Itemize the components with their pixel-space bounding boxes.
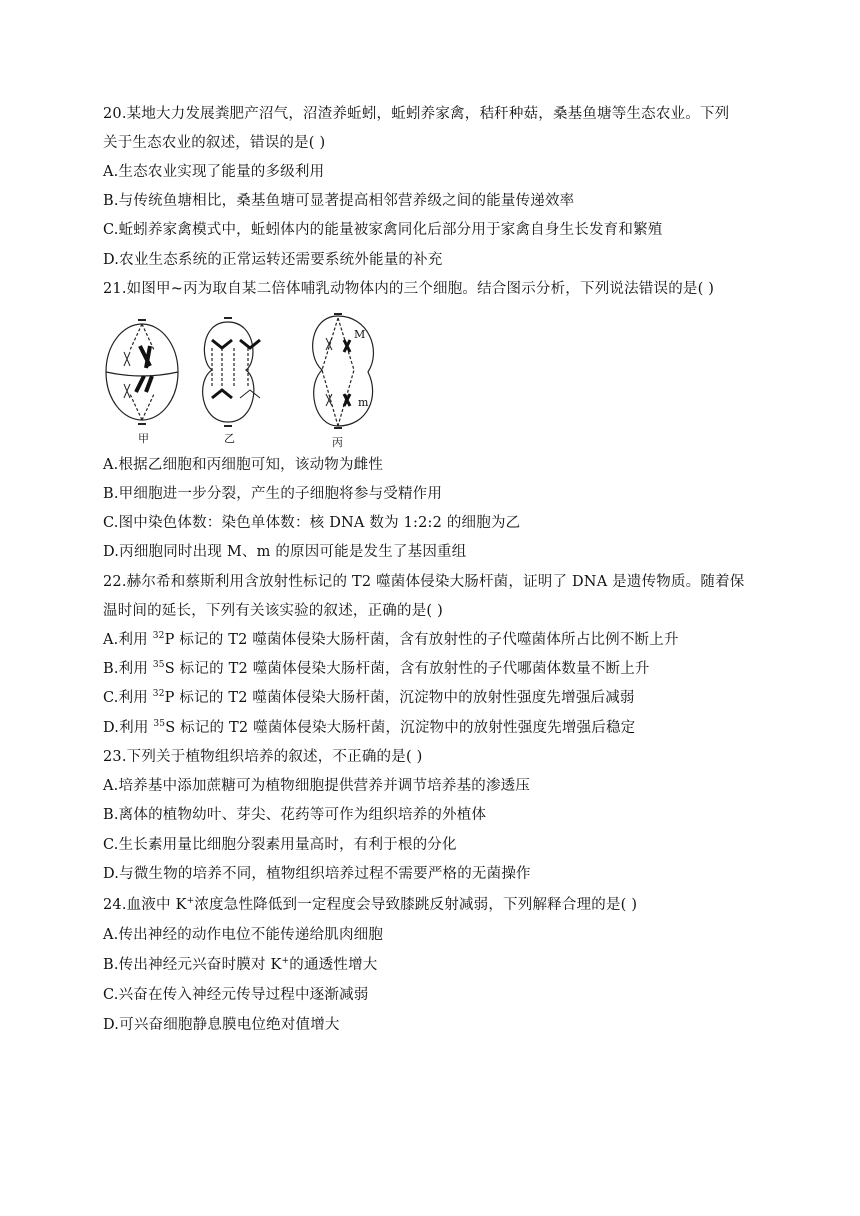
cell-division-figure [100,310,420,450]
cell-yi [203,318,260,426]
q24-option-b [103,955,377,975]
q20-option-b: B.与传统鱼塘相比，桑基鱼塘可显著提高相邻营养级之间的能量传递效率 [103,193,575,209]
q22-option-d-post: S 标记的 T2 噬菌体侵染大肠杆菌，沉淀物中的放射性强度先增强后稳定 [165,720,636,736]
cell-jia [106,320,178,424]
q22-option-d-pre: D.利用 [103,720,154,736]
q23-option-b: B.离体的植物幼叶、芽尖、花药等可作为组织培养的外植体 [103,807,487,823]
label-yi: 乙 [224,432,235,445]
q22-option-a [103,630,679,650]
q22-option-b-post: S 标记的 T2 噬菌体侵染大肠杆菌，含有放射性的子代哪菌体数量不断上升 [164,661,650,677]
label-jia: 甲 [138,432,149,445]
q24-option-b-post: 的通透性增大 [289,957,378,973]
q22-option-c-pre: C.利用 [103,690,153,706]
q20-option-a: A.生态农业实现了能量的多级利用 [103,164,325,180]
gene-M-label: M [354,328,366,341]
q24-option-b-pre: B.传出神经元兴奋时膜对 K [103,957,282,973]
q21-stem: 21.如图甲~丙为取自某二倍体哺乳动物体内的三个细胞。结合图示分析，下列说法错误的是( ) [103,281,715,297]
q21-option-c: C.图中染色体数：染色单体数：核 DNA 数为 1:2:2 的细胞为乙 [103,515,521,531]
q24-option-d: D.可兴奋细胞静息膜电位绝对值增大 [103,1017,340,1033]
q22-option-d [103,718,635,738]
q22-option-a-pre: A.利用 [103,632,153,648]
q24-option-a: A.传出神经的动作电位不能传递给肌肉细胞 [103,927,384,943]
q24-option-c: C.兴奋在传入神经元传导过程中逐渐减弱 [103,987,369,1003]
k-plus-sup: + [186,896,195,906]
q20-stem-line1: 20.某地大力发展粪肥产沼气，沼渣养蚯蚓，蚯蚓养家禽，秸秆种菇，桑基鱼塘等生态农业。下列 [103,106,730,122]
q23-stem: 23.下列关于植物组织培养的叙述，不正确的是( ) [103,749,423,765]
q21-option-b: B.甲细胞进一步分裂，产生的子细胞将参与受精作用 [103,486,443,502]
isotope-35-sup: 35 [152,660,165,670]
gene-m-label: m [358,396,369,409]
q20-option-d: D.农业生态系统的正常运转还需要系统外能量的补充 [103,252,443,268]
q22-option-c [103,688,635,708]
label-bing: 丙 [332,436,343,449]
isotope-32-sup: 32 [152,689,165,699]
q24-stem-post: 浓度急性降低到一定程度会导致膝跳反射减弱，下列解释合理的是( ) [194,897,638,913]
q24-stem-pre: 24.血液中 K [103,897,187,913]
isotope-32-sup: 32 [152,631,165,641]
q20-stem-line2: 关于生态农业的叙述，错误的是( ) [103,135,326,151]
q21-option-d: D.丙细胞同时出现 M、m 的原因可能是发生了基因重组 [103,544,467,560]
q22-stem-line2: 温时间的延长，下列有关该实验的叙述，正确的是( ) [103,603,443,619]
q22-option-b [103,659,650,679]
isotope-35-sup: 35 [153,719,166,729]
q22-stem-line1: 22.赫尔希和蔡斯利用含放射性标记的 T2 噬菌体侵染大肠杆菌，证明了 DNA 是遗传物质。随着保 [103,574,745,590]
q23-option-d: D.与微生物的培养不同，植物组织培养过程不需要严格的无菌操作 [103,866,531,882]
q22-option-b-pre: B.利用 [103,661,153,677]
q23-option-c: C.生长素用量比细胞分裂素用量高时，有利于根的分化 [103,837,457,853]
q24-stem [103,895,637,915]
q20-option-c: C.蚯蚓养家禽模式中，蚯蚓体内的能量被家禽同化后部分用于家禽自身生长发育和繁殖 [103,222,663,238]
q22-option-a-post: P 标记的 T2 噬菌体侵染大肠杆菌，含有放射性的子代噬菌体所占比例不断上升 [164,632,679,648]
q21-option-a: A.根据乙细胞和丙细胞可知，该动物为雌性 [103,457,384,473]
q22-option-c-post: P 标记的 T2 噬菌体侵染大肠杆菌，沉淀物中的放射性强度先增强后减弱 [164,690,635,706]
k-plus-sup: + [281,956,290,966]
q23-option-a: A.培养基中添加蔗糖可为植物细胞提供营养并调节培养基的渗透压 [103,778,531,794]
